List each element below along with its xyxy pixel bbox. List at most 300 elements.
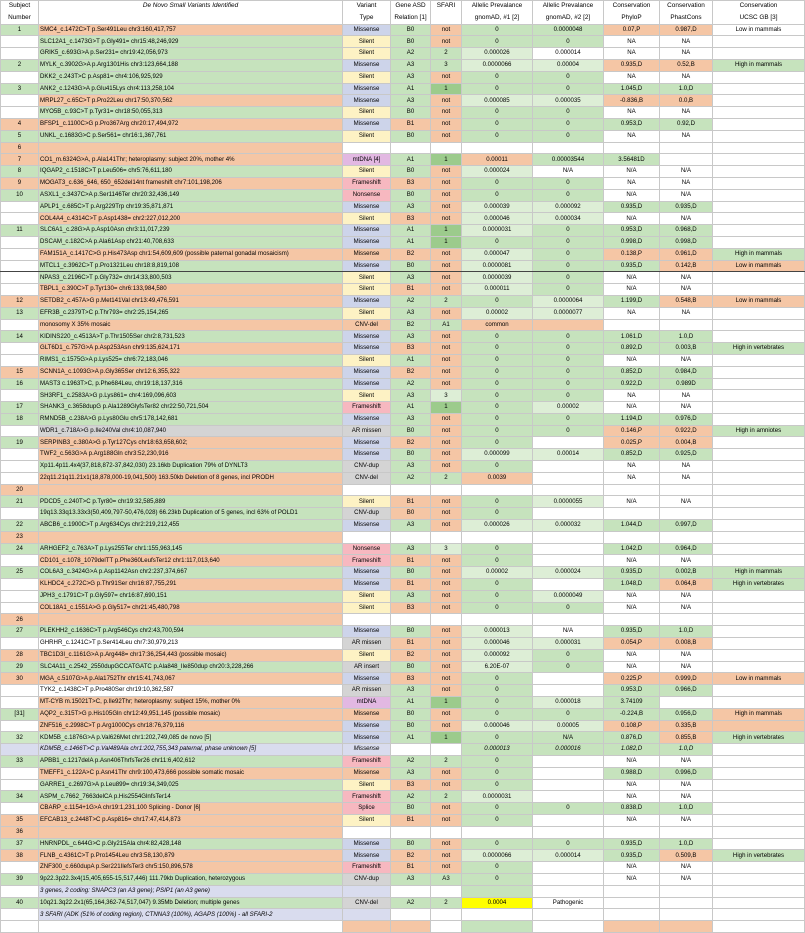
allelic-prevalence-2-cell[interactable] bbox=[533, 437, 604, 449]
subject-number-cell[interactable] bbox=[1, 720, 39, 732]
variant-type-cell[interactable]: Missense bbox=[343, 331, 391, 343]
subject-number-cell[interactable] bbox=[1, 461, 39, 473]
variant-cell[interactable]: 22q11.21q11.21x1(18,878,000-19,041,500) 163.50kb Deletion of 8 genes, incl PRODH bbox=[39, 472, 343, 484]
variant-type-cell[interactable]: Frameshift bbox=[343, 862, 391, 874]
allelic-prevalence-2-cell[interactable]: 0.00014 bbox=[533, 449, 604, 461]
variant-cell[interactable]: CD101_c.1078_1079delTT p.Phe360LeufsTer12 chr1:117,013,640 bbox=[39, 555, 343, 567]
phylop-cell[interactable]: NA bbox=[604, 130, 660, 142]
ucsc-gb-cell[interactable] bbox=[713, 48, 805, 60]
sfari-cell[interactable]: not bbox=[431, 366, 462, 378]
variant-cell[interactable] bbox=[39, 826, 343, 838]
variant-type-cell[interactable]: AR insert bbox=[343, 661, 391, 673]
table-row[interactable] bbox=[1, 496, 805, 508]
allelic-prevalence-1-cell[interactable]: 0.000026 bbox=[462, 520, 533, 532]
ucsc-gb-cell[interactable]: Low in mammals bbox=[713, 295, 805, 307]
ucsc-gb-cell[interactable] bbox=[713, 602, 805, 614]
gene-asd-relation-cell[interactable]: B3 bbox=[391, 673, 431, 685]
phylop-cell[interactable]: N/A bbox=[604, 284, 660, 296]
subject-number-cell[interactable] bbox=[1, 71, 39, 83]
phylop-cell[interactable]: NA bbox=[604, 461, 660, 473]
phastcons-cell[interactable]: 1.0,D bbox=[660, 744, 713, 756]
phastcons-cell[interactable]: NA bbox=[660, 307, 713, 319]
table-row[interactable] bbox=[1, 673, 805, 685]
phylop-cell[interactable]: 0.054,P bbox=[604, 638, 660, 650]
ucsc-gb-cell[interactable]: Low in mammals bbox=[713, 260, 805, 272]
subject-number-cell[interactable]: 20 bbox=[1, 484, 39, 496]
gene-asd-relation-cell[interactable]: B3 bbox=[391, 343, 431, 355]
phastcons-cell[interactable] bbox=[660, 697, 713, 709]
subject-number-cell[interactable] bbox=[1, 95, 39, 107]
gene-asd-relation-cell[interactable]: B0 bbox=[391, 260, 431, 272]
phastcons-cell[interactable] bbox=[660, 319, 713, 331]
table-row[interactable] bbox=[1, 284, 805, 296]
phastcons-cell[interactable]: 0.548,B bbox=[660, 295, 713, 307]
phastcons-cell[interactable]: 0.998,D bbox=[660, 236, 713, 248]
sfari-cell[interactable]: not bbox=[431, 567, 462, 579]
phylop-cell[interactable]: N/A bbox=[604, 602, 660, 614]
variant-type-cell[interactable]: Missense bbox=[343, 366, 391, 378]
phylop-cell[interactable] bbox=[604, 897, 660, 909]
table-row[interactable] bbox=[1, 225, 805, 237]
variant-type-cell[interactable] bbox=[343, 909, 391, 921]
variant-type-cell[interactable]: Missense bbox=[343, 118, 391, 130]
gene-asd-relation-cell[interactable]: A3 bbox=[391, 331, 431, 343]
variant-cell[interactable]: PDCD5_c.240T>C p.Tyr80= chr19:32,585,889 bbox=[39, 496, 343, 508]
sfari-cell[interactable] bbox=[431, 921, 462, 933]
variant-type-cell[interactable]: Silent bbox=[343, 602, 391, 614]
sfari-cell[interactable]: not bbox=[431, 449, 462, 461]
table-row[interactable] bbox=[1, 130, 805, 142]
ucsc-gb-cell[interactable] bbox=[713, 779, 805, 791]
table-row[interactable] bbox=[1, 107, 805, 119]
phylop-cell[interactable]: 0.146,P bbox=[604, 425, 660, 437]
allelic-prevalence-1-cell[interactable]: 0 bbox=[462, 118, 533, 130]
sfari-cell[interactable]: 1 bbox=[431, 225, 462, 237]
sfari-cell[interactable]: not bbox=[431, 177, 462, 189]
gene-asd-relation-cell[interactable]: B1 bbox=[391, 118, 431, 130]
gene-asd-relation-cell[interactable]: A1 bbox=[391, 154, 431, 166]
allelic-prevalence-1-cell[interactable]: 0 bbox=[462, 803, 533, 815]
variant-type-cell[interactable]: Silent bbox=[343, 779, 391, 791]
allelic-prevalence-1-cell[interactable]: 0.00011 bbox=[462, 154, 533, 166]
phylop-cell[interactable] bbox=[604, 508, 660, 520]
allelic-prevalence-2-cell[interactable]: 0.00005 bbox=[533, 720, 604, 732]
gene-asd-relation-cell[interactable]: A2 bbox=[391, 791, 431, 803]
allelic-prevalence-2-cell[interactable] bbox=[533, 508, 604, 520]
ucsc-gb-cell[interactable]: High in mammals bbox=[713, 248, 805, 260]
gene-asd-relation-cell[interactable]: B1 bbox=[391, 555, 431, 567]
allelic-prevalence-1-cell[interactable]: 0.000047 bbox=[462, 248, 533, 260]
allelic-prevalence-1-cell[interactable]: 0.0000031 bbox=[462, 791, 533, 803]
table-row[interactable] bbox=[1, 803, 805, 815]
allelic-prevalence-1-cell[interactable]: 0 bbox=[462, 295, 533, 307]
allelic-prevalence-2-cell[interactable] bbox=[533, 543, 604, 555]
variant-cell[interactable]: EFR3B_c.2379T>C p.Thr793= chr2:25,154,265 bbox=[39, 307, 343, 319]
phylop-cell[interactable]: N/A bbox=[604, 661, 660, 673]
phylop-cell[interactable]: N/A bbox=[604, 756, 660, 768]
table-row[interactable] bbox=[1, 71, 805, 83]
variant-type-cell[interactable]: Missense bbox=[343, 236, 391, 248]
sfari-cell[interactable]: 1 bbox=[431, 697, 462, 709]
variant-type-cell[interactable]: Silent bbox=[343, 307, 391, 319]
allelic-prevalence-2-cell[interactable]: 0.000092 bbox=[533, 201, 604, 213]
ucsc-gb-cell[interactable] bbox=[713, 472, 805, 484]
phastcons-cell[interactable]: N/A bbox=[660, 555, 713, 567]
allelic-prevalence-1-cell[interactable] bbox=[462, 826, 533, 838]
allelic-prevalence-2-cell[interactable]: 0 bbox=[533, 331, 604, 343]
ucsc-gb-cell[interactable] bbox=[713, 909, 805, 921]
variant-type-cell[interactable] bbox=[343, 484, 391, 496]
sfari-cell[interactable]: not bbox=[431, 166, 462, 178]
phylop-cell[interactable]: NA bbox=[604, 36, 660, 48]
gene-asd-relation-cell[interactable]: A2 bbox=[391, 472, 431, 484]
allelic-prevalence-2-cell[interactable]: 0.00003544 bbox=[533, 154, 604, 166]
phylop-cell[interactable]: 0.935,D bbox=[604, 201, 660, 213]
subject-number-cell[interactable]: 28 bbox=[1, 649, 39, 661]
variant-cell[interactable]: IQGAP2_c.1518C>T p.Leu506= chr5:76,611,180 bbox=[39, 166, 343, 178]
gene-asd-relation-cell[interactable]: A1 bbox=[391, 225, 431, 237]
variant-cell[interactable]: UNKL_c.1683G>C p.Ser561= chr16:1,367,761 bbox=[39, 130, 343, 142]
table-row[interactable] bbox=[1, 756, 805, 768]
ucsc-gb-cell[interactable]: High in vertebrates bbox=[713, 343, 805, 355]
allelic-prevalence-2-cell[interactable]: 0 bbox=[533, 260, 604, 272]
subject-number-cell[interactable]: 15 bbox=[1, 366, 39, 378]
allelic-prevalence-1-cell[interactable] bbox=[462, 921, 533, 933]
allelic-prevalence-2-cell[interactable]: 0 bbox=[533, 354, 604, 366]
phylop-cell[interactable]: N/A bbox=[604, 779, 660, 791]
phastcons-cell[interactable]: N/A bbox=[660, 189, 713, 201]
phastcons-cell[interactable]: 0.509,B bbox=[660, 850, 713, 862]
variant-cell[interactable]: RMND5B_c.238A>G p.Lys80Glu chr5:178,142,681 bbox=[39, 413, 343, 425]
sfari-cell[interactable]: not bbox=[431, 814, 462, 826]
sfari-cell[interactable]: not bbox=[431, 331, 462, 343]
allelic-prevalence-2-cell[interactable]: 0.000024 bbox=[533, 567, 604, 579]
variant-cell[interactable]: MOGAT3_c.636_646, 650_652del14nt frameshift chr7:101,198,206 bbox=[39, 177, 343, 189]
sfari-cell[interactable]: not bbox=[431, 838, 462, 850]
ucsc-gb-cell[interactable] bbox=[713, 36, 805, 48]
gene-asd-relation-cell[interactable]: B3 bbox=[391, 177, 431, 189]
variant-cell[interactable]: MGA_c.5107G>A p.Ala1752Thr chr15:41,743,067 bbox=[39, 673, 343, 685]
gene-asd-relation-cell[interactable]: B2 bbox=[391, 850, 431, 862]
table-row[interactable] bbox=[1, 602, 805, 614]
subject-number-cell[interactable]: 40 bbox=[1, 897, 39, 909]
allelic-prevalence-2-cell[interactable]: 0 bbox=[533, 225, 604, 237]
ucsc-gb-cell[interactable] bbox=[713, 413, 805, 425]
subject-number-cell[interactable]: [31] bbox=[1, 708, 39, 720]
phylop-cell[interactable]: N/A bbox=[604, 873, 660, 885]
phylop-cell[interactable]: 0.838,D bbox=[604, 803, 660, 815]
table-row[interactable] bbox=[1, 590, 805, 602]
allelic-prevalence-1-cell[interactable]: 0 bbox=[462, 543, 533, 555]
variant-cell[interactable]: MYLK_c.3902G>A p.Arg1301His chr3:123,664,188 bbox=[39, 59, 343, 71]
allelic-prevalence-2-cell[interactable]: 0.0000064 bbox=[533, 295, 604, 307]
allelic-prevalence-2-cell[interactable]: 0 bbox=[533, 189, 604, 201]
ucsc-gb-cell[interactable] bbox=[713, 791, 805, 803]
ucsc-gb-cell[interactable] bbox=[713, 461, 805, 473]
variant-type-cell[interactable]: Silent bbox=[343, 71, 391, 83]
gene-asd-relation-cell[interactable] bbox=[391, 921, 431, 933]
ucsc-gb-cell[interactable] bbox=[713, 803, 805, 815]
allelic-prevalence-2-cell[interactable]: N/A bbox=[533, 166, 604, 178]
phastcons-cell[interactable]: NA bbox=[660, 71, 713, 83]
allelic-prevalence-1-cell[interactable]: 0 bbox=[462, 24, 533, 36]
phylop-cell[interactable]: N/A bbox=[604, 354, 660, 366]
allelic-prevalence-1-cell[interactable]: 0 bbox=[462, 673, 533, 685]
table-row[interactable] bbox=[1, 402, 805, 414]
sfari-cell[interactable]: not bbox=[431, 626, 462, 638]
variant-type-cell[interactable]: CNV-del bbox=[343, 319, 391, 331]
sfari-cell[interactable]: 1 bbox=[431, 732, 462, 744]
variant-cell[interactable]: FAM151A_c.1417C>G p.His473Asp chr1:54,609,609 (possible paternal gonadal mosaicism) bbox=[39, 248, 343, 260]
variant-cell[interactable] bbox=[39, 921, 343, 933]
gene-asd-relation-cell[interactable]: B2 bbox=[391, 248, 431, 260]
gene-asd-relation-cell[interactable]: A1 bbox=[391, 402, 431, 414]
subject-number-cell[interactable]: 29 bbox=[1, 661, 39, 673]
allelic-prevalence-1-cell[interactable] bbox=[462, 885, 533, 897]
variant-cell[interactable]: SHANK3_c.3658dupG p.Ala1289GlyfsTer82 chr22:50,721,504 bbox=[39, 402, 343, 414]
allelic-prevalence-1-cell[interactable]: 0 bbox=[462, 579, 533, 591]
table-row[interactable] bbox=[1, 649, 805, 661]
variant-type-cell[interactable]: CNV-dup bbox=[343, 461, 391, 473]
table-row[interactable] bbox=[1, 272, 805, 284]
allelic-prevalence-1-cell[interactable]: 0 bbox=[462, 189, 533, 201]
phylop-cell[interactable]: NA bbox=[604, 107, 660, 119]
table-row[interactable] bbox=[1, 378, 805, 390]
allelic-prevalence-2-cell[interactable]: 0.000014 bbox=[533, 850, 604, 862]
allelic-prevalence-1-cell[interactable]: 0 bbox=[462, 366, 533, 378]
subject-number-cell[interactable]: 14 bbox=[1, 331, 39, 343]
phastcons-cell[interactable]: NA bbox=[660, 36, 713, 48]
gene-asd-relation-cell[interactable]: A3 bbox=[391, 543, 431, 555]
allelic-prevalence-2-cell[interactable] bbox=[533, 531, 604, 543]
subject-number-cell[interactable]: 11 bbox=[1, 225, 39, 237]
variant-type-cell[interactable]: Silent bbox=[343, 36, 391, 48]
subject-number-cell[interactable]: 27 bbox=[1, 626, 39, 638]
sfari-cell[interactable]: not bbox=[431, 95, 462, 107]
phastcons-cell[interactable]: 0.935,D bbox=[660, 201, 713, 213]
subject-number-cell[interactable]: 17 bbox=[1, 402, 39, 414]
sfari-cell[interactable]: not bbox=[431, 638, 462, 650]
phylop-cell[interactable]: 3.74109 bbox=[604, 697, 660, 709]
variant-type-cell[interactable]: AR missen bbox=[343, 685, 391, 697]
subject-number-cell[interactable] bbox=[1, 48, 39, 60]
allelic-prevalence-2-cell[interactable]: 0 bbox=[533, 378, 604, 390]
gene-asd-relation-cell[interactable]: B0 bbox=[391, 803, 431, 815]
phylop-cell[interactable] bbox=[604, 531, 660, 543]
table-row[interactable] bbox=[1, 897, 805, 909]
gene-asd-relation-cell[interactable]: B0 bbox=[391, 508, 431, 520]
subject-number-cell[interactable] bbox=[1, 767, 39, 779]
phylop-cell[interactable]: 3.56481D bbox=[604, 154, 660, 166]
sfari-cell[interactable] bbox=[431, 484, 462, 496]
allelic-prevalence-1-cell[interactable]: 0.000013 bbox=[462, 626, 533, 638]
table-row[interactable] bbox=[1, 166, 805, 178]
subject-number-cell[interactable]: 4 bbox=[1, 118, 39, 130]
phylop-cell[interactable]: NA bbox=[604, 390, 660, 402]
phastcons-cell[interactable]: NA bbox=[660, 107, 713, 119]
allelic-prevalence-2-cell[interactable] bbox=[533, 685, 604, 697]
phastcons-cell[interactable] bbox=[660, 826, 713, 838]
sfari-cell[interactable]: not bbox=[431, 130, 462, 142]
table-row[interactable] bbox=[1, 295, 805, 307]
allelic-prevalence-1-cell[interactable]: 0 bbox=[462, 590, 533, 602]
phastcons-cell[interactable] bbox=[660, 508, 713, 520]
allelic-prevalence-2-cell[interactable]: 0 bbox=[533, 661, 604, 673]
allelic-prevalence-2-cell[interactable] bbox=[533, 579, 604, 591]
allelic-prevalence-2-cell[interactable]: 0 bbox=[533, 177, 604, 189]
table-row[interactable] bbox=[1, 909, 805, 921]
ucsc-gb-cell[interactable] bbox=[713, 354, 805, 366]
variant-cell[interactable]: BFSP1_c.1100C>G p.Pro367Arg chr20:17,494,972 bbox=[39, 118, 343, 130]
variant-type-cell[interactable]: Silent bbox=[343, 590, 391, 602]
subject-number-cell[interactable] bbox=[1, 36, 39, 48]
allelic-prevalence-2-cell[interactable]: 0.000014 bbox=[533, 48, 604, 60]
variant-cell[interactable]: 10q21.3q22.2x1(65,164,362-74,517,047) 9.35Mb Deletion; multiple genes bbox=[39, 897, 343, 909]
allelic-prevalence-2-cell[interactable]: 0.00002 bbox=[533, 402, 604, 414]
sfari-cell[interactable]: not bbox=[431, 850, 462, 862]
gene-asd-relation-cell[interactable]: A3 bbox=[391, 95, 431, 107]
phastcons-cell[interactable]: 0.987,D bbox=[660, 24, 713, 36]
variant-type-cell[interactable]: Nonsense bbox=[343, 189, 391, 201]
subject-number-cell[interactable]: 30 bbox=[1, 673, 39, 685]
gene-asd-relation-cell[interactable]: A3 bbox=[391, 520, 431, 532]
variant-cell[interactable]: SH3RF1_c.2583A>G p.Lys861= chr4:169,096,603 bbox=[39, 390, 343, 402]
variant-cell[interactable]: AQP2_c.315T>G p.His105Gln chr12:49,951,145 (possible mosaic) bbox=[39, 708, 343, 720]
subject-number-cell[interactable] bbox=[1, 425, 39, 437]
allelic-prevalence-2-cell[interactable]: 0 bbox=[533, 413, 604, 425]
allelic-prevalence-1-cell[interactable]: 0 bbox=[462, 130, 533, 142]
phastcons-cell[interactable]: 0.989D bbox=[660, 378, 713, 390]
phastcons-cell[interactable]: 0.008,B bbox=[660, 638, 713, 650]
table-row[interactable] bbox=[1, 189, 805, 201]
ucsc-gb-cell[interactable] bbox=[713, 838, 805, 850]
variant-cell[interactable]: KDM5B_c.1466T>C p.Val489Ala chr1:202,755,343 paternal, phase unknown [5] bbox=[39, 744, 343, 756]
gene-asd-relation-cell[interactable]: B1 bbox=[391, 579, 431, 591]
gene-asd-relation-cell[interactable]: B2 bbox=[391, 366, 431, 378]
allelic-prevalence-2-cell[interactable] bbox=[533, 472, 604, 484]
phastcons-cell[interactable]: N/A bbox=[660, 272, 713, 284]
allelic-prevalence-1-cell[interactable]: 0 bbox=[462, 343, 533, 355]
ucsc-gb-cell[interactable] bbox=[713, 213, 805, 225]
variant-cell[interactable] bbox=[39, 531, 343, 543]
sfari-cell[interactable]: not bbox=[431, 508, 462, 520]
phastcons-cell[interactable]: 0.961,D bbox=[660, 248, 713, 260]
allelic-prevalence-1-cell[interactable]: 0 bbox=[462, 71, 533, 83]
subject-number-cell[interactable] bbox=[1, 354, 39, 366]
table-row[interactable] bbox=[1, 390, 805, 402]
sfari-cell[interactable]: 1 bbox=[431, 402, 462, 414]
phylop-cell[interactable]: 1.061,D bbox=[604, 331, 660, 343]
ucsc-gb-cell[interactable] bbox=[713, 319, 805, 331]
sfari-cell[interactable]: not bbox=[431, 413, 462, 425]
ucsc-gb-cell[interactable] bbox=[713, 154, 805, 166]
allelic-prevalence-2-cell[interactable]: Pathogenic bbox=[533, 897, 604, 909]
gene-asd-relation-cell[interactable] bbox=[391, 826, 431, 838]
variant-type-cell[interactable]: Missense bbox=[343, 567, 391, 579]
sfari-cell[interactable]: 1 bbox=[431, 154, 462, 166]
phylop-cell[interactable]: N/A bbox=[604, 555, 660, 567]
allelic-prevalence-2-cell[interactable]: 0 bbox=[533, 602, 604, 614]
variant-type-cell[interactable] bbox=[343, 614, 391, 626]
variant-type-cell[interactable]: CNV-del bbox=[343, 897, 391, 909]
sfari-cell[interactable]: A3 bbox=[431, 873, 462, 885]
variant-type-cell[interactable]: Silent bbox=[343, 390, 391, 402]
ucsc-gb-cell[interactable]: Low in mammals bbox=[713, 673, 805, 685]
allelic-prevalence-2-cell[interactable]: 0.000018 bbox=[533, 697, 604, 709]
table-row[interactable] bbox=[1, 779, 805, 791]
sfari-cell[interactable]: 2 bbox=[431, 48, 462, 60]
table-row[interactable] bbox=[1, 885, 805, 897]
phylop-cell[interactable]: N/A bbox=[604, 791, 660, 803]
sfari-cell[interactable]: not bbox=[431, 284, 462, 296]
phylop-cell[interactable]: 1.048,D bbox=[604, 579, 660, 591]
table-row[interactable] bbox=[1, 720, 805, 732]
allelic-prevalence-1-cell[interactable]: 0 bbox=[462, 402, 533, 414]
subject-number-cell[interactable]: 38 bbox=[1, 850, 39, 862]
subject-number-cell[interactable] bbox=[1, 284, 39, 296]
sfari-cell[interactable]: not bbox=[431, 602, 462, 614]
phylop-cell[interactable]: 0.935,D bbox=[604, 567, 660, 579]
variant-type-cell[interactable]: Frameshift bbox=[343, 177, 391, 189]
subject-number-cell[interactable] bbox=[1, 803, 39, 815]
subject-number-cell[interactable]: 32 bbox=[1, 732, 39, 744]
subject-number-cell[interactable]: 35 bbox=[1, 814, 39, 826]
table-row[interactable] bbox=[1, 685, 805, 697]
phastcons-cell[interactable]: 0.996,D bbox=[660, 767, 713, 779]
allelic-prevalence-1-cell[interactable]: 0 bbox=[462, 732, 533, 744]
variant-type-cell[interactable]: mtDNA [4] bbox=[343, 154, 391, 166]
variant-cell[interactable]: TBPL1_c.390C>T p.Tyr130= chr6:133,984,580 bbox=[39, 284, 343, 296]
gene-asd-relation-cell[interactable]: A1 bbox=[391, 697, 431, 709]
phastcons-cell[interactable]: 0.92,D bbox=[660, 118, 713, 130]
gene-asd-relation-cell[interactable]: B3 bbox=[391, 602, 431, 614]
ucsc-gb-cell[interactable] bbox=[713, 177, 805, 189]
phylop-cell[interactable]: N/A bbox=[604, 862, 660, 874]
variant-type-cell[interactable]: Missense bbox=[343, 248, 391, 260]
allelic-prevalence-2-cell[interactable]: 0 bbox=[533, 284, 604, 296]
ucsc-gb-cell[interactable] bbox=[713, 189, 805, 201]
variant-type-cell[interactable]: Missense bbox=[343, 708, 391, 720]
sfari-cell[interactable]: not bbox=[431, 107, 462, 119]
allelic-prevalence-2-cell[interactable] bbox=[533, 862, 604, 874]
phylop-cell[interactable]: 0.108,P bbox=[604, 720, 660, 732]
ucsc-gb-cell[interactable] bbox=[713, 95, 805, 107]
phylop-cell[interactable]: N/A bbox=[604, 649, 660, 661]
ucsc-gb-cell[interactable] bbox=[713, 626, 805, 638]
table-row[interactable] bbox=[1, 461, 805, 473]
variant-cell[interactable]: MYO5B_c.93C>T p.Tyr31= chr18:50,055,313 bbox=[39, 107, 343, 119]
allelic-prevalence-1-cell[interactable]: 0.00002 bbox=[462, 567, 533, 579]
sfari-cell[interactable]: not bbox=[431, 201, 462, 213]
variant-cell[interactable]: HNRNPDL_c.644G>C p.Gly215Ala chr4:82,428,148 bbox=[39, 838, 343, 850]
phastcons-cell[interactable]: N/A bbox=[660, 166, 713, 178]
table-row[interactable] bbox=[1, 697, 805, 709]
variant-type-cell[interactable]: Missense bbox=[343, 767, 391, 779]
allelic-prevalence-1-cell[interactable]: 0 bbox=[462, 555, 533, 567]
variant-cell[interactable]: MT-CYB m.15021T>C, p.Ile92Thr; heteroplasmy: subject 15%, mother 0% bbox=[39, 697, 343, 709]
allelic-prevalence-2-cell[interactable]: 0.0000048 bbox=[533, 24, 604, 36]
ucsc-gb-cell[interactable] bbox=[713, 826, 805, 838]
allelic-prevalence-1-cell[interactable]: 0 bbox=[462, 697, 533, 709]
allelic-prevalence-2-cell[interactable] bbox=[533, 484, 604, 496]
variant-cell[interactable] bbox=[39, 484, 343, 496]
ucsc-gb-cell[interactable]: High in vertebrates bbox=[713, 579, 805, 591]
gene-asd-relation-cell[interactable] bbox=[391, 909, 431, 921]
allelic-prevalence-2-cell[interactable]: 0 bbox=[533, 248, 604, 260]
phylop-cell[interactable] bbox=[604, 614, 660, 626]
sfari-cell[interactable]: 2 bbox=[431, 756, 462, 768]
allelic-prevalence-1-cell[interactable]: 0 bbox=[462, 437, 533, 449]
